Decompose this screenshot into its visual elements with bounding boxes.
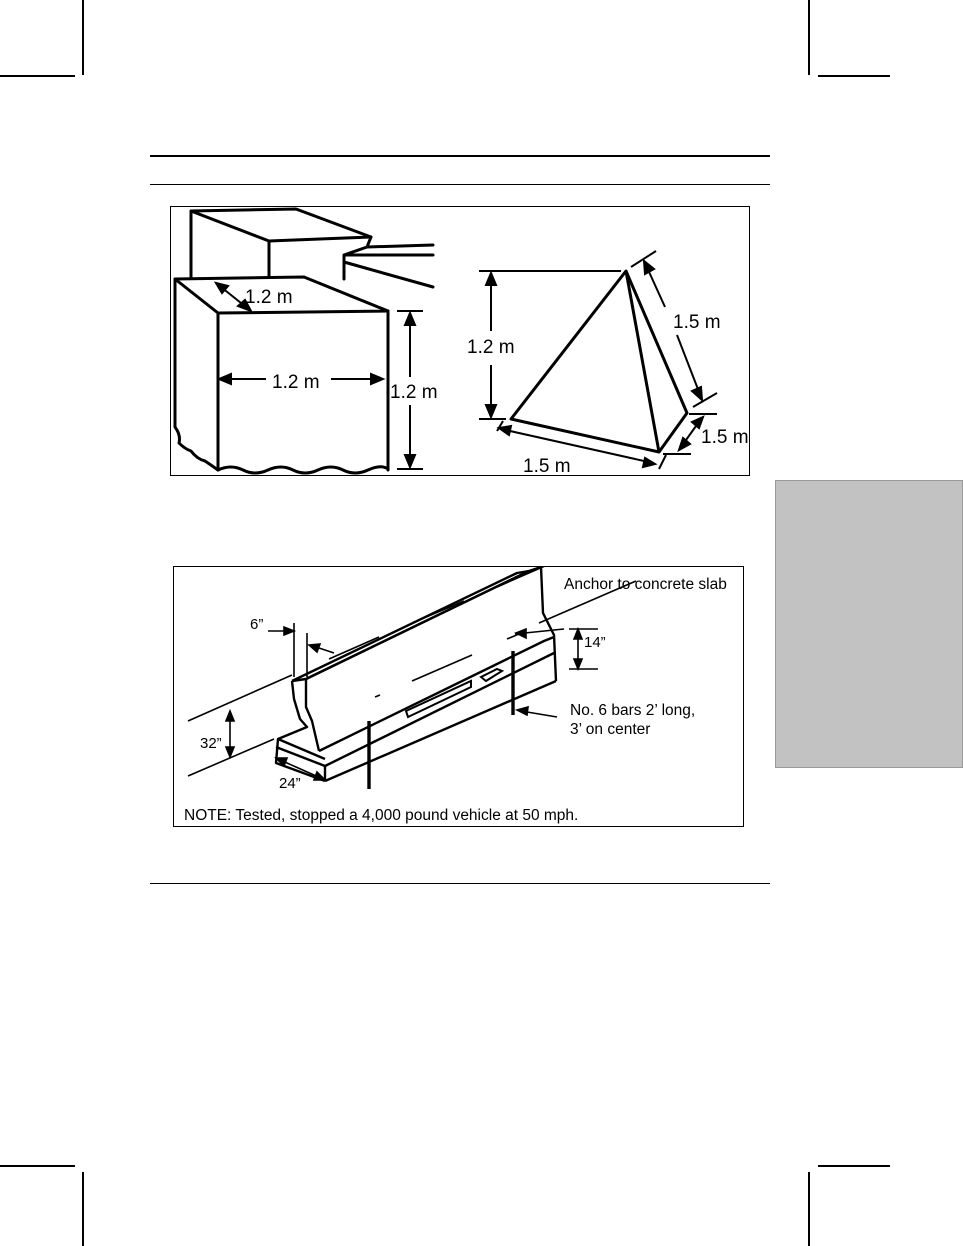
upper-height-arrowhead-bottom [574, 659, 582, 669]
block-width-arrowhead-right [371, 374, 383, 384]
figure-jersey-barrier [173, 566, 744, 827]
tetra-base-front-label: 1.5 m [523, 456, 571, 477]
tetra-basefront-tick-right [659, 455, 666, 469]
tetra-basefront-arrowhead-left [499, 426, 511, 435]
tetra-edge-arrowhead-bottom [692, 387, 702, 400]
crop-mark-bottom-left-h [0, 1165, 75, 1167]
barrier-right-end [541, 567, 556, 681]
tetra-edge-label: 1.5 m [673, 312, 721, 333]
blocks-tetra-drawing [171, 207, 751, 477]
barrier-front-upper-face [306, 679, 319, 751]
footer-rule [150, 883, 770, 884]
anchor-leader-arrowhead [516, 629, 526, 638]
base-width-label: 24” [279, 775, 301, 792]
crop-mark-bottom-left-v [82, 1172, 84, 1246]
crop-mark-bottom-right-v [808, 1172, 810, 1246]
top-width-arrowhead-right [309, 644, 320, 652]
top-width-label: 6” [250, 616, 264, 633]
upper-height-arrowhead-top [574, 629, 582, 639]
block-height-arrowhead-top [405, 313, 415, 325]
crop-mark-top-left-v [82, 0, 84, 75]
bars-label-line1: No. 6 bars 2’ long, [570, 702, 696, 719]
block-depth-label: 1.2 m [245, 287, 293, 308]
section-tab [775, 480, 963, 768]
tetra-edge-arrowhead-top [644, 261, 654, 274]
tetra-baseright-arrowhead-bottom [679, 438, 690, 450]
tetra-height-arrowhead-bottom [486, 405, 496, 417]
bars-leader-arrowhead [517, 707, 528, 715]
block-height-arrowhead-bottom [405, 455, 415, 467]
tetra-basefront-arrowhead-right [643, 458, 655, 467]
slab-line-lower [188, 581, 636, 776]
barrier-drawing [174, 567, 745, 828]
total-height-arrowhead-bottom [226, 747, 234, 757]
anchor-label: Anchor to concrete slab [564, 576, 727, 593]
figure-blocks-tetrahedron [170, 206, 750, 476]
front-block-bottom-edge [218, 467, 388, 473]
tetra-base-right-label: 1.5 m [701, 427, 749, 448]
tetra-height-label: 1.2 m [467, 337, 515, 358]
block-width-label: 1.2 m [272, 372, 320, 393]
back-block-outline [191, 209, 371, 241]
crop-mark-bottom-right-h [818, 1165, 890, 1167]
tetra-height-arrowhead-top [486, 273, 496, 285]
upper-height-label: 14” [584, 634, 606, 651]
block-width-arrowhead-left [219, 374, 231, 384]
barrier-front-top-edge [306, 571, 529, 679]
top-width-arrowhead-left [284, 627, 294, 635]
side-wall [344, 245, 433, 287]
barrier-note: NOTE: Tested, stopped a 4,000 pound vehicle at 50 mph. [184, 807, 579, 824]
tetra-ridge [626, 271, 659, 452]
header-rule-thin [150, 184, 770, 185]
crop-mark-top-right-v [808, 0, 810, 75]
block-height-label: 1.2 m [390, 382, 438, 403]
total-height-arrowhead-top [226, 711, 234, 721]
crop-mark-top-left-h [0, 75, 75, 77]
base-width-arrowhead-right [314, 772, 325, 780]
total-height-label: 32” [200, 735, 222, 752]
header-rule-thick [150, 155, 770, 157]
crop-mark-top-right-h [818, 75, 890, 77]
bars-label-line2: 3’ on center [570, 721, 651, 738]
